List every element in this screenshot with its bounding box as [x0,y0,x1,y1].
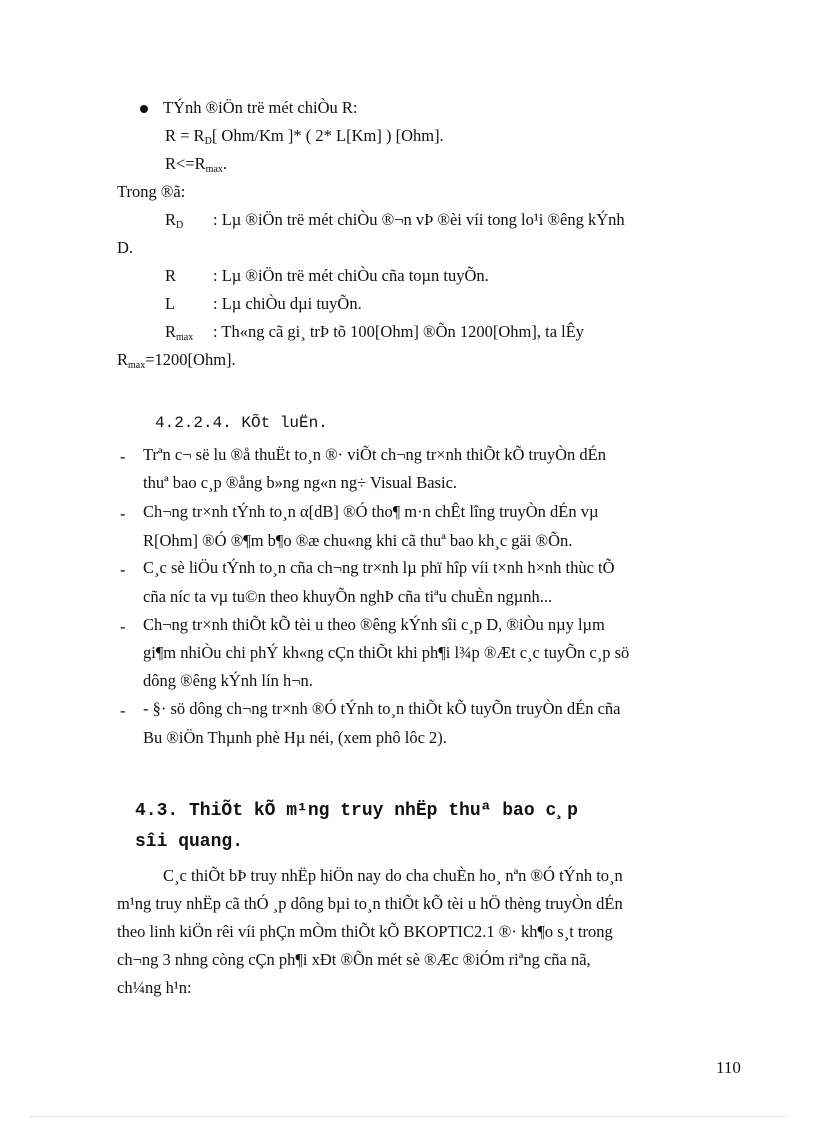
dash-marker: - [120,504,126,523]
conclusion-item-1-line1: Trªn c¬ së lu ®å thuËt to¸n ®· viÕt ch¬ng tr×nh thiÕt kÕ truyÒn dÉn [143,445,606,464]
def-r-text: : Lµ ®iÖn trë mét chiÒu cña toµn tuyÕn. [213,266,489,285]
paragraph-line-5: ch¼ng h¹n: [117,978,192,997]
formula-constraint: $R<=R_{max}$. [165,154,227,175]
conclusion-item-4-line1: Ch¬ng tr×nh thiÕt kÕ tèi u theo ®êng kÝnh sîi c¸p D, ®iÒu nµy lµm [143,615,605,634]
dash-marker: - [120,447,126,466]
conclusion-item-5-line1: - §· sö dông ch¬ng tr×nh ®Ó tÝnh to¸n thiÕt kÕ tuyÕn truyÒn dÉn cña [143,699,621,718]
dash-marker: - [120,617,126,636]
formula-resistance: $R = R_D$[ Ohm/Km ]* ( 2* L[Km] ) [Ohm]. [165,126,444,147]
conclusion-item-2-line2: R[Ohm] ®Ó ®¶m b¶o ®æ chu«ng khi cã thuª bao kh¸c gäi ®Õn. [143,531,573,550]
dash-marker: - [120,701,126,720]
dash-marker: - [120,560,126,579]
def-r-symbol: R [165,266,177,285]
page-number: 110 [716,1058,741,1077]
paragraph-line-4: ch¬ng 3 nhng còng cÇn ph¶i xÐt ®Õn mét sè ®Æc ®iÓm riªng cña nã, [117,950,591,969]
conclusion-item-5-line2: Bu ®iÖn Thµnh phè Hµ néi, (xem phô lôc 2). [143,728,447,747]
section-heading-line2: sîi quang. [135,832,244,852]
conclusion-item-4-line2: gi¶m nhiÒu chi phÝ kh«ng cÇn thiÕt khi ph¶i l¾p ®Æt c¸c tuyÕn c¸p sö [143,643,630,662]
conclusion-item-3-line1: C¸c sè liÖu tÝnh to¸n cña ch¬ng tr×nh lµ phï hîp víi t×nh h×nh thùc tÕ [143,558,615,577]
bullet-dot-icon [140,105,148,113]
conclusion-item-2-line1: Ch¬ng tr×nh tÝnh to¸n α[dB] ®Ó tho¶ m·n chÊt lîng truyÒn dÉn vµ [143,502,599,521]
bullet-line: TÝnh ®iÖn trë mét chiÒu R: [163,98,358,117]
def-rmax-continuation: $R_{max}=1200[Ohm]$. [117,350,236,371]
footer-divider [30,1116,786,1117]
conclusion-item-4-line3: dông ®êng kÝnh lín h¬n. [143,671,313,690]
where-label: Trong ®ã: [117,182,186,201]
paragraph-line-1: C¸c thiÕt bÞ truy nhËp hiÖn nay do cha chuÈn ho¸ nªn ®Ó tÝnh to¸n [163,866,623,885]
conclusion-item-3-line2: cña níc ta vµ tu©n theo khuyÕn nghÞ cña tiªu chuÈn ngµnh... [143,587,553,606]
def-l-symbol: L [165,294,176,313]
def-rmax-symbol: $R_{max}$ [165,322,194,343]
def-rd-symbol: $R_D$ [165,210,184,231]
section-heading-line1: 4.3. ThiÕt kÕ m¹ng truy nhËp thuª bao c¸p [135,801,578,821]
def-rd-continuation: D. [117,238,134,257]
paragraph-line-3: theo linh kiÖn rêi víi phÇn mÒm thiÕt kÕ BKOPTIC2.1 ®· kh¶o s¸t trong [117,922,613,941]
conclusion-item-1-line2: thuª bao c¸p ®ång b»ng ng«n ng÷ Visual Basic. [143,473,458,492]
def-rmax-text: : Th«ng cã gi¸ trÞ tõ 100[Ohm] ®Õn 1200[Ohm], ta lÊy [213,322,585,341]
def-l-text: : Lµ chiÒu dµi tuyÕn. [213,294,362,313]
paragraph-line-2: m¹ng truy nhËp cã thÓ ¸p dông bµi to¸n thiÕt kÕ tèi u hÖ thèng truyÒn dÉn [117,894,623,913]
subsection-heading: 4.2.2.4. KÕt luËn. [155,414,328,432]
def-rd-text: : Lµ ®iÖn trë mét chiÒu ®¬n vÞ ®èi víi tong lo¹i ®êng kÝnh [213,210,625,229]
